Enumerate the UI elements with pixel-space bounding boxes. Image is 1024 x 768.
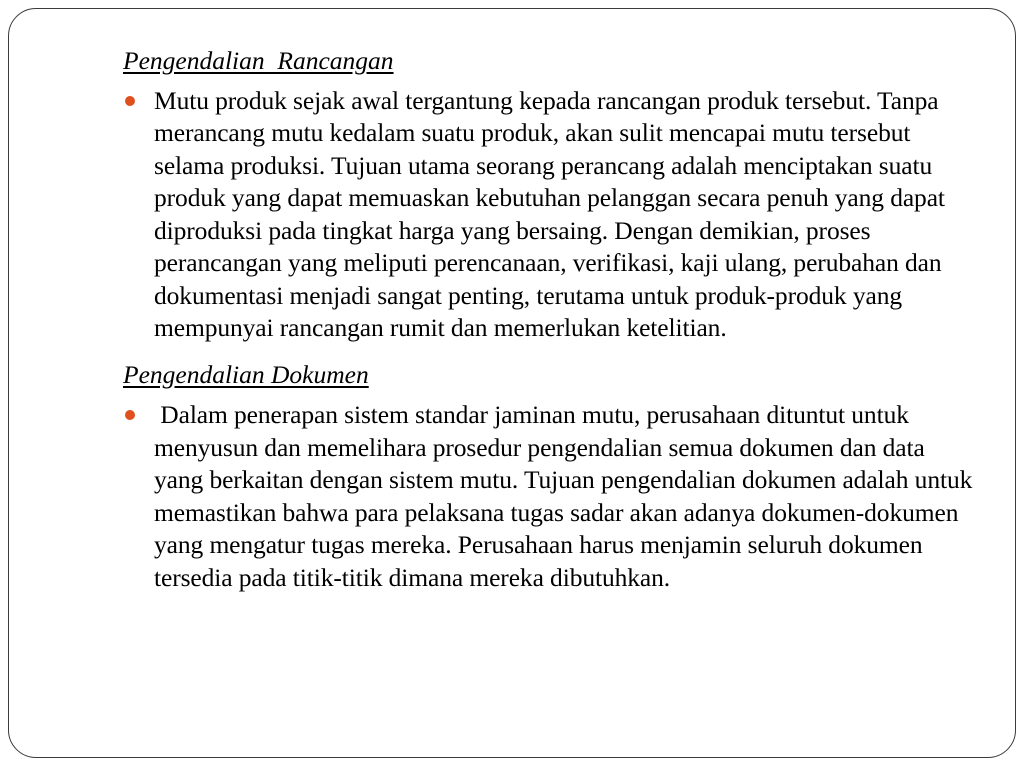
- bullet-item-dokumen: [123, 399, 979, 594]
- paragraph-rancangan: Mutu produk sejak awal tergantung kepada rancangan produk tersebut. Tanpa merancang mutu kedalam suatu produk, akan sulit mencapai mutu tersebut selama produksi. Tujuan utama seorang perancang adalah menciptakan suatu produk yang dapat memuaskan kebutuhan pelanggan secara penuh yang dapat diproduksi pada tingkat harga yang bersaing. Dengan demikian, proses perancangan yang meliputi perencanaan, verifikasi, kaji ulang, perubahan dan dokumentasi menjadi sangat penting, terutama untuk produk-produk yang mempunyai rancangan rumit dan memerlukan ketelitian.: [154, 85, 952, 342]
- slide-content: [123, 45, 979, 594]
- bullet-dot-icon: [125, 96, 135, 106]
- slide-frame: [8, 8, 1016, 758]
- bullet-item-rancangan: [123, 85, 973, 345]
- heading-pengendalian-rancangan: Pengendalian Rancangan: [123, 46, 394, 75]
- paragraph-dokumen: Dalam penerapan sistem standar jaminan mutu, perusahaan dituntut untuk menyusun dan memelihara prosedur pengendalian semua dokumen dan data yang berkaitan dengan sistem mutu. Tujuan pengendalian dokumen adalah untuk memastikan bahwa para pelaksana tugas sadar akan adanya dokumen-dokumen yang mengatur tugas mereka. Perusahaan harus menjamin seluruh dokumen tersedia pada titik-titik dimana mereka dibutuhkan.: [154, 400, 979, 592]
- heading-pengendalian-dokumen: Pengendalian Dokumen: [123, 359, 369, 389]
- bullet-dot-icon: [125, 410, 135, 420]
